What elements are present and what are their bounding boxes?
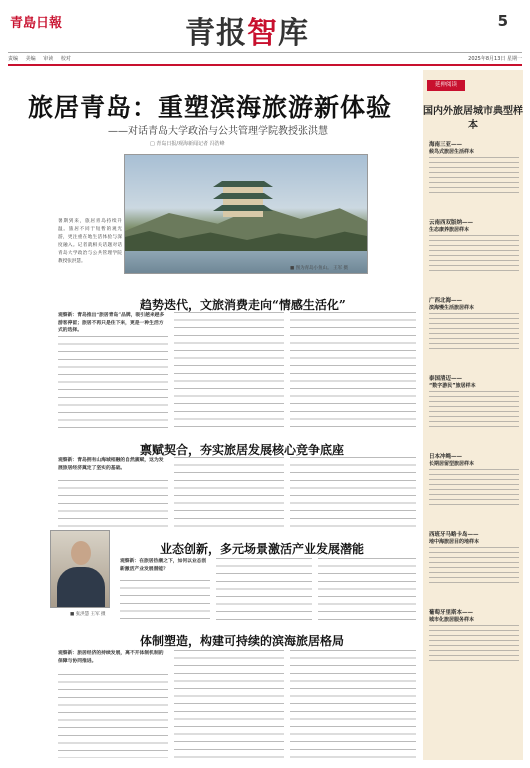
section-heading-endowment: 禀赋契合，夯实旅居发展核心竞争底座 xyxy=(140,443,345,457)
meta-bar xyxy=(8,52,522,62)
sidebar-entry xyxy=(429,296,519,351)
entry-text xyxy=(429,313,519,351)
section-title-post: 库 xyxy=(278,16,309,51)
entry-text xyxy=(429,391,519,429)
section-text-innovation-3 xyxy=(318,558,416,624)
entry-title: “数字游民”旅居样本 xyxy=(429,383,476,389)
section-heading-institution: 体制塑造，构建可持续的滨海旅居格局 xyxy=(140,634,345,648)
section-text-innovation-1 xyxy=(120,580,210,624)
entry-text xyxy=(429,235,519,273)
sidebar-entry xyxy=(429,530,519,585)
sidebar-entry xyxy=(429,140,519,195)
section-intro-trends: 观察新：青岛推出“旅居青岛”品牌，吸引越来越多游客停留；旅居不再只是住下来，更是一种生活方式的选择。 xyxy=(58,312,165,334)
entry-text xyxy=(429,469,519,507)
credit-reviewer: 审读 xyxy=(43,56,54,62)
staff-credits xyxy=(8,55,77,62)
interviewee-portrait xyxy=(50,530,110,608)
entry-text xyxy=(429,625,519,663)
sidebar-tag: 延伸阅读 xyxy=(427,80,465,91)
article-lede: 暑期到来，旅居青岛持续升温。旅居不同于短暂的观光游，更注重在地生活体验与深度融入。记者就相关话题对话青岛大学政治与公共管理学院教授张洪慧。 xyxy=(58,219,122,264)
section-text-trends-1 xyxy=(58,336,168,432)
feature-photo xyxy=(124,154,368,274)
photo-caption: ■ 图为青岛小鱼山。 王军 摄 xyxy=(290,266,349,271)
entry-title: 生态康养旅居样本 xyxy=(429,227,470,233)
entry-country: 葡萄牙里斯本—— xyxy=(429,610,474,616)
credit-proofreader: 校对 xyxy=(60,56,71,62)
section-text-endowment-3 xyxy=(290,457,416,531)
sidebar-entry xyxy=(429,452,519,507)
sidebar-entry xyxy=(429,608,519,663)
entry-country: 海南三亚—— xyxy=(429,142,463,148)
article-byline: □ 青岛日报/观海新闻记者 冯浩峰 xyxy=(150,141,225,147)
section-text-trends-2 xyxy=(174,312,284,432)
portrait-head xyxy=(71,541,91,565)
entry-country: 西班牙马略卡岛—— xyxy=(429,532,479,538)
sidebar-title: 国内外旅居城市典型样本 xyxy=(423,106,523,131)
pavilion-wall-3 xyxy=(223,211,263,217)
section-text-endowment-1 xyxy=(58,480,168,530)
entry-country: 日本冲绳—— xyxy=(429,454,463,460)
entry-title: 长期居留型旅居样本 xyxy=(429,461,475,467)
entry-title: 候鸟式旅居生活样本 xyxy=(429,149,475,155)
section-text-institution-3 xyxy=(290,650,416,758)
entry-title: 地中海旅居目的地样本 xyxy=(429,539,480,545)
article-subtitle: ——对话青岛大学政治与公共管理学院教授张洪慧 xyxy=(108,126,328,137)
portrait-caption: ■ 张洪慧 王军 摄 xyxy=(70,612,106,617)
section-text-trends-3 xyxy=(290,312,416,432)
masthead xyxy=(0,0,530,70)
credit-designer: 美编 xyxy=(25,56,36,62)
article-title: 旅居青岛：重塑滨海旅游新体验 xyxy=(28,93,393,122)
section-title-pre: 青报 xyxy=(185,16,247,51)
section-text-endowment-2 xyxy=(174,457,284,531)
entry-country: 云南西双版纳—— xyxy=(429,220,474,226)
section-text-institution-2 xyxy=(174,650,284,758)
section-intro-endowment: 观察新：青岛拥有山海城相融的自然禀赋，这为发展旅居经济奠定了坚实的基础。 xyxy=(58,457,164,471)
entry-title: 滨海慢生活旅居样本 xyxy=(429,305,475,311)
sidebar-entry xyxy=(429,218,519,273)
page-number: 5 xyxy=(497,12,508,30)
newspaper-logo: 青島日報 xyxy=(10,16,63,31)
entry-text xyxy=(429,547,519,585)
sidebar-panel xyxy=(423,70,523,760)
section-intro-innovation: 观察新：在旅居热潮之下，如何以业态创新激活产业发展潜能？ xyxy=(120,558,207,572)
section-intro-institution: 观察新：旅居经济的持续发展，离不开体制机制的保障与协同推进。 xyxy=(58,650,164,664)
photo-pavilion xyxy=(213,181,273,219)
issue-date: 2025年8月13日 星期一 xyxy=(468,56,522,62)
pavilion-wall-1 xyxy=(223,187,263,193)
section-text-innovation-2 xyxy=(216,558,312,624)
portrait-body xyxy=(57,567,105,608)
section-text-institution-1 xyxy=(58,674,168,758)
section-title-zhi: 智 xyxy=(247,16,278,51)
masthead-rule xyxy=(8,64,522,66)
entry-text xyxy=(429,157,519,195)
entry-country: 泰国清迈—— xyxy=(429,376,463,382)
section-title xyxy=(185,8,309,52)
entry-country: 广西北海—— xyxy=(429,298,463,304)
entry-title: 城市化旅居服务样本 xyxy=(429,617,475,623)
pavilion-wall-2 xyxy=(223,199,263,205)
credit-editor: 责编 xyxy=(8,56,19,62)
section-heading-innovation: 业态创新，多元场景激活产业发展潜能 xyxy=(160,542,365,556)
section-heading-trends: 趋势迭代，文旅消费走向“情感生活化” xyxy=(140,298,346,312)
sidebar-entry xyxy=(429,374,519,429)
